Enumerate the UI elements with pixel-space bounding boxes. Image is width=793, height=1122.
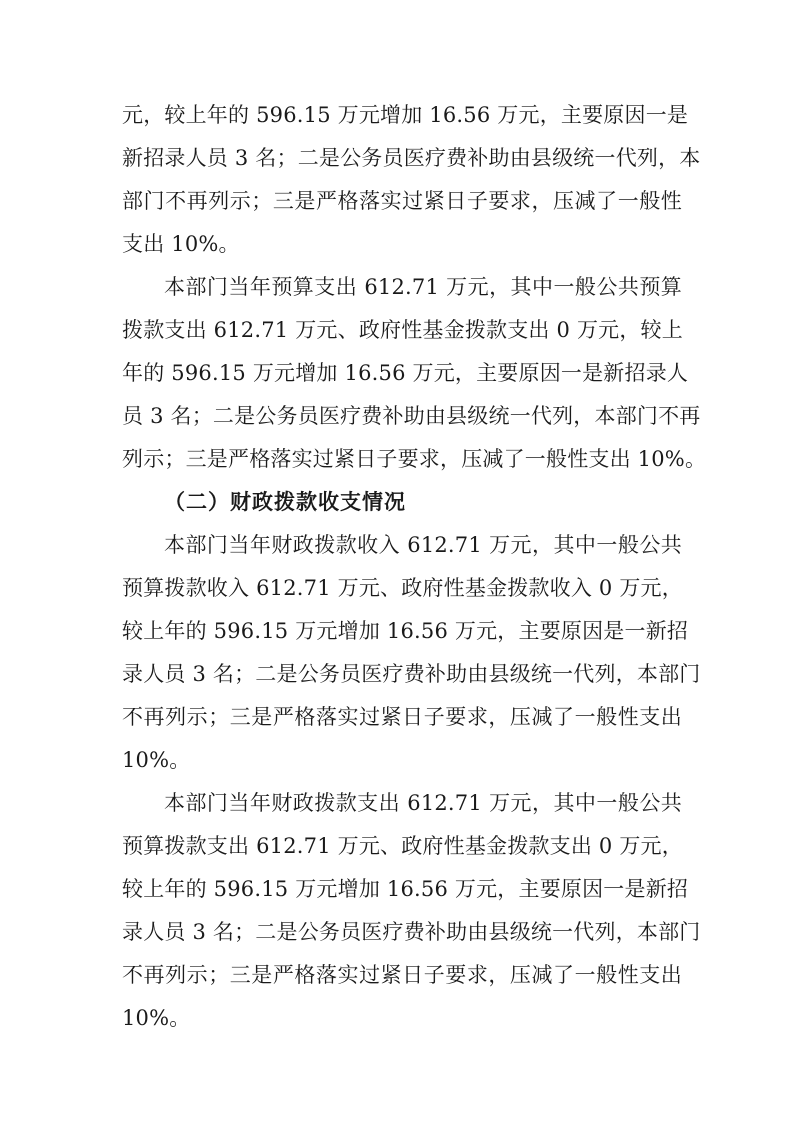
- paragraph-4-line-3: 较上年的 596.15 万元增加 16.56 万元，主要原因一是新招: [122, 877, 689, 901]
- paragraph-4-line-6: 10%。: [122, 1006, 191, 1030]
- paragraph-1-line-4: 支出 10%。: [122, 232, 240, 256]
- paragraph-4-line-1: 本部门当年财政拨款支出 612.71 万元，其中一般公共: [164, 791, 682, 815]
- paragraph-3-line-1: 本部门当年财政拨款收入 612.71 万元，其中一般公共: [164, 533, 682, 557]
- paragraph-1-line-1: 元，较上年的 596.15 万元增加 16.56 万元，主要原因一是: [122, 103, 689, 127]
- paragraph-1-line-3: 部门不再列示；三是严格落实过紧日子要求，压减了一般性: [122, 189, 682, 213]
- paragraph-4-line-4: 录人员 3 名；二是公务员医疗费补助由县级统一代列，本部门: [122, 920, 701, 944]
- paragraph-3-line-6: 10%。: [122, 748, 191, 772]
- paragraph-3-line-4: 录人员 3 名；二是公务员医疗费补助由县级统一代列，本部门: [122, 662, 701, 686]
- paragraph-1-line-2: 新招录人员 3 名；二是公务员医疗费补助由县级统一代列，本: [122, 146, 701, 170]
- paragraph-3-line-5: 不再列示；三是严格落实过紧日子要求，压减了一般性支出: [122, 705, 682, 729]
- paragraph-2-line-4: 员 3 名；二是公务员医疗费补助由县级统一代列，本部门不再: [122, 404, 701, 428]
- paragraph-2-line-2: 拨款支出 612.71 万元、政府性基金拨款支出 0 万元，较上: [122, 318, 683, 342]
- paragraph-4-line-5: 不再列示；三是严格落实过紧日子要求，压减了一般性支出: [122, 963, 682, 987]
- paragraph-3-line-2: 预算拨款收入 612.71 万元、政府性基金拨款收入 0 万元，: [122, 576, 683, 600]
- paragraph-3-line-3: 较上年的 596.15 万元增加 16.56 万元，主要原因是一新招: [122, 619, 689, 643]
- paragraph-2-line-1: 本部门当年预算支出 612.71 万元，其中一般公共预算: [164, 275, 682, 299]
- section-heading: （二）财政拨款收支情况: [164, 490, 406, 514]
- paragraph-2-line-5: 列示；三是严格落实过紧日子要求，压减了一般性支出 10%。: [122, 447, 707, 471]
- paragraph-4-line-2: 预算拨款支出 612.71 万元、政府性基金拨款支出 0 万元，: [122, 834, 683, 858]
- paragraph-2-line-3: 年的 596.15 万元增加 16.56 万元，主要原因一是新招录人: [122, 361, 689, 385]
